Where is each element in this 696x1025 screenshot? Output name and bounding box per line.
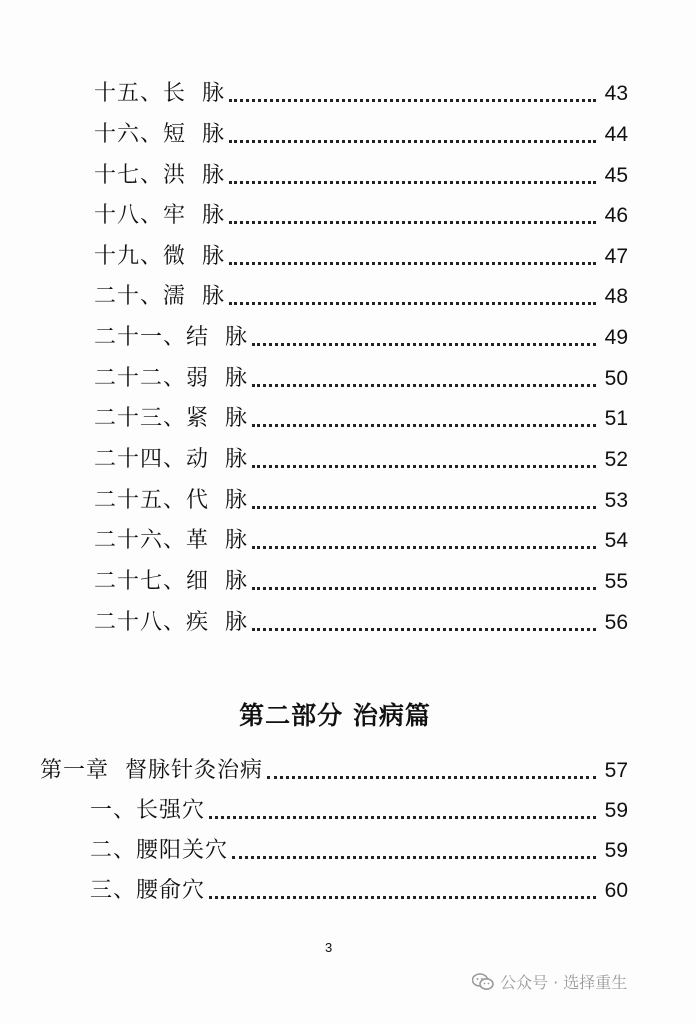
toc-entry-page: 43 [604,82,628,105]
toc-entry [94,481,628,515]
toc-entry-page: 49 [604,326,628,349]
dot-leader [252,343,596,346]
toc-entry [94,196,628,230]
toc-entry [94,359,628,393]
toc-entry-page: 54 [604,529,628,552]
toc-entry-label: 十六、短 脉 [94,122,225,147]
dot-leader [229,140,596,143]
dot-leader [252,384,596,387]
dot-leader [229,181,596,184]
toc-entry-label: 二、腰阳关穴 [90,838,229,863]
toc-entry-page: 59 [604,799,628,822]
toc-entry [94,74,628,108]
toc-entry [94,399,628,433]
section-title: 第二部分 治病篇 [239,701,431,730]
watermark-text: 公众号 · 选择重生 [500,973,628,992]
toc-entry [90,831,628,865]
dot-leader [229,99,596,102]
dot-leader [252,628,596,631]
toc-entry-label: 二十、濡 脉 [94,284,225,309]
watermark [472,970,627,993]
toc-entry-page: 60 [604,879,628,902]
dot-leader [229,221,596,224]
chapter-entry [40,751,628,785]
toc-entry-label: 二十三、紧 脉 [94,406,248,431]
toc-entry-page: 47 [604,245,628,268]
toc-entry [94,440,628,474]
toc-entry-page: 51 [604,407,628,430]
dot-leader [252,424,596,427]
page-number: 3 [325,940,333,955]
toc-entry-label: 第一章 督脉针灸治病 [40,758,263,783]
toc-entry-label: 二十七、细 脉 [94,569,248,594]
toc-entry-label: 二十二、弱 脉 [94,366,248,391]
dot-leader [252,587,596,590]
dot-leader [229,262,596,265]
toc-entry [94,603,628,637]
toc-entry-page: 53 [604,489,628,512]
toc-entry [94,156,628,190]
toc-entry-page: 57 [604,759,628,782]
toc-entry-label: 二十四、动 脉 [94,447,248,472]
toc-entry-page: 56 [604,611,628,634]
dot-leader [267,776,596,779]
toc-entry-page: 44 [604,123,628,146]
toc-entry-page: 55 [604,570,628,593]
toc-entry-label: 十九、微 脉 [94,244,225,269]
wechat-icon [472,973,494,991]
toc-entry-label: 十七、洪 脉 [94,163,225,188]
dot-leader [229,302,596,305]
toc-entry [90,871,628,905]
toc-entry [94,521,628,555]
toc-entry-label: 一、长强穴 [90,798,206,823]
dot-leader [209,896,596,899]
toc-entry [90,791,628,825]
toc-entry-label: 三、腰俞穴 [90,878,206,903]
toc-entry-label: 十八、牢 脉 [94,203,225,228]
toc-entry [94,562,628,596]
toc-entry-label: 二十五、代 脉 [94,488,248,513]
toc-entry-page: 48 [604,285,628,308]
toc-entry-page: 46 [604,204,628,227]
toc-entry-page: 50 [604,367,628,390]
toc-entry [94,318,628,352]
dot-leader [252,546,596,549]
toc-entry [94,237,628,271]
dot-leader [232,856,596,859]
toc-entry-label: 二十一、结 脉 [94,325,248,350]
toc-entry-page: 52 [604,448,628,471]
toc-entry [94,277,628,311]
toc-entry-label: 十五、长 脉 [94,81,225,106]
toc-entry [94,115,628,149]
dot-leader [252,506,596,509]
toc-entry-page: 45 [604,164,628,187]
toc-entry-label: 二十八、疾 脉 [94,610,248,635]
toc-entry-page: 59 [604,839,628,862]
dot-leader [209,816,596,819]
toc-entry-label: 二十六、革 脉 [94,528,248,553]
dot-leader [252,465,596,468]
